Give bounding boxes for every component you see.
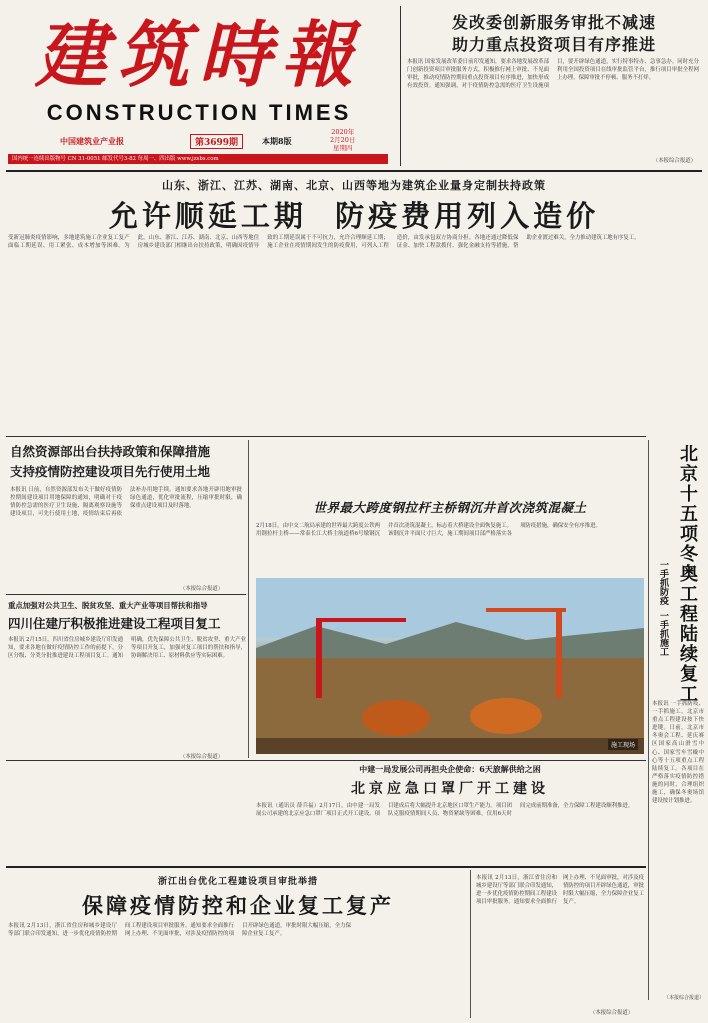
rule-vertical-left <box>248 440 249 758</box>
masthead-logo: 建筑時報 <box>34 12 363 97</box>
top-right-headline-1: 发改委创新服务审批不减速 <box>451 13 656 32</box>
feature-photo-caption: 施工现场 <box>608 739 638 750</box>
side-footer: （本报综合报道） <box>663 995 704 1001</box>
issue-date <box>330 128 355 152</box>
feature-body: 2月18日，由中交二航局承建的世界最大跨度公铁两用钢拉杆主桥——常泰长江大桥主航道桥6号墩钢沉井首次浇筑混凝土，标志着大桥建设全面恢复施工。该钢沉井平面尺寸巨大，施工期间项目部严格落实各项防疫措施，确保安全有序推进。 <box>256 523 601 538</box>
top-right-footer: （本报综合报道） <box>652 158 696 164</box>
crane-arm-left <box>316 618 406 622</box>
publisher-line: 中国建筑业产业报 <box>60 136 124 146</box>
beijing-kicker: 中建一局发展公司再担央企使命：6天旅解供给之困 <box>359 764 541 774</box>
zhejiang-body: 本报讯 2月13日，浙江省住房和城乡建设厅等部门联合印发通知，进一步优化疫情防控期间工程建设项目审批服务。通知要求全面推行网上办理、不见面审批，对涉及疫情防控的项目开辟绿色通道，审批时限大幅压缩，全力保障企业复工复产。 <box>8 923 351 938</box>
masthead-subtitle-en: CONSTRUCTION TIMES <box>46 100 352 125</box>
main-headline: 允许顺延工期 防疫费用列入造价 <box>108 199 600 233</box>
rule-vertical-bottom <box>470 870 471 1018</box>
foreground <box>256 738 644 754</box>
beijing-headline: 北京应急口罩厂开工建设 <box>351 781 549 797</box>
side-vertical-sub: 一手抓防疫 一手抓施工 <box>658 560 668 657</box>
date-weekday: 星期四 <box>332 144 353 152</box>
feature-photo-art <box>256 578 644 754</box>
crane-arm-right <box>486 608 566 612</box>
zhejiang-kicker: 浙江出台优化工程建设项目审批举措 <box>157 877 318 887</box>
rule-masthead <box>6 170 702 172</box>
masthead <box>0 0 396 168</box>
rule-vertical-right <box>648 440 649 1000</box>
sichuan-footer: （本报综合报道） <box>180 754 224 760</box>
crane-left <box>316 618 322 698</box>
sichuan-kicker: 重点加强对公共卫生、脱贫攻坚、重大产业等项目帮扶和指导 <box>8 601 208 610</box>
top-right-body: 本报讯 国家发展改革委日前印发通知，要求各地发展改革部门创新投资项目审批服务方式，积极推行网上审批、不见面审批，推动疫情防控期间重点投资项目有序推进，加快形成有效投资。通知强调，对于疫情防控急需的医疗卫生设施项目，要开辟绿色通道，实行特事特办、急事急办。同时充分利用全国投资项目在线审批监管平台，推行项目审批全程网上办理，保障审批不停顿、服务不打烊。 <box>407 59 699 90</box>
rule-lower <box>6 866 646 868</box>
main-story-body: 受新冠肺炎疫情影响，多地建筑施工企业复工复产面临工期延误、用工紧张、成本增加等困难。为此，山东、浙江、江苏、湖南、北京、山西等地住房城乡建设部门相继出台扶持政策，明确因疫情导致的工期延误属于不可抗力，允许合理顺延工期；施工企业在疫情期间发生的防疫费用，可列入工程造价，由发承包双方协商分担。各地还通过降低保证金、加快工程款拨付、强化金融支持等措施，帮助企业渡过难关，全力推动建筑工地有序复工。 <box>8 235 640 250</box>
hopper-left <box>362 700 430 736</box>
beijing-body: 本报讯（通讯员 薛兵福）2月17日，由中建一局发展公司承建的北京应急口罩厂项目正式开工建设。项目建成后将大幅提升北京地区口罩生产能力。项目团队克服疫情期间人员、物资紧缺等困难，仅用6天时间完成前期准备，全力保障工程建设顺利推进。 <box>256 803 634 818</box>
zhejiang-headline: 保障疫情防控和企业复工复产 <box>82 893 394 918</box>
sichuan-headline: 四川住建厅积极推进建设工程项目复工 <box>8 616 221 631</box>
side-vertical-headline: 北京十五项冬奥工程陆续复工 <box>677 444 698 704</box>
land-body: 本报讯 日前，自然资源部发布关于做好疫情防控期间建设项目用地保障的通知，明确对于疫情防控急需的医疗卫生设施、隔离观察设施等建设项目，可先行使用土地，疫情结束后再依法补办用地手续。通知要求各地开辟用地审批绿色通道，优化审批流程，压缩审批时限，确保重点建设项目及时落地。 <box>10 487 242 518</box>
crane-right <box>556 608 562 698</box>
date-day: 2月20日 <box>330 136 356 144</box>
feature-photo <box>256 578 644 754</box>
feature-headline: 世界最大跨度钢拉杆主桥钢沉井首次浇筑混凝土 <box>313 500 587 515</box>
rule-land-bottom <box>6 594 246 595</box>
rule-main-bottom <box>6 436 646 437</box>
pages-count: 本期8版 <box>262 136 292 146</box>
land-headline-1: 自然资源部出台扶持政策和保障措施 <box>10 444 211 459</box>
hopper-right <box>470 698 542 734</box>
masthead-info-bar: 国内统一连续出版物号 CN 31-0051 邮发代号3-82 每周一、四出版 www.jzsbs.com <box>8 154 388 164</box>
side-body: 本报讯 一手抓防疫、一手抓施工，北京市重点工程建设按下快进键。日前，北京市冬奥会工程、延庆赛区国家高山滑雪中心、国家雪车雪橇中心等十五项重点工程陆续复工。各项目在严格落实疫情防控措施的同时，合理组织施工，确保冬奥场馆建设按计划推进。 <box>652 701 704 805</box>
issue-number: 第3699期 <box>190 134 243 149</box>
main-kicker: 山东、浙江、江苏、湖南、北京、山西等地为建筑企业量身定制扶持政策 <box>162 179 546 192</box>
zhejiang-footer: （本报综合报道） <box>590 1010 634 1016</box>
main-story-side-text <box>652 234 702 434</box>
bottom-right-body: 本报讯 2月13日，浙江省住房和城乡建设厅等部门联合印发通知，进一步优化疫情防控期间工程建设项目审批服务。通知要求全面推行网上办理、不见面审批，对涉及疫情防控的项目开辟绿色通道，审批时限大幅压缩，全力保障企业复工复产。 <box>476 875 644 906</box>
top-right-article <box>400 6 702 166</box>
land-footer: （本报综合报道） <box>180 586 224 592</box>
date-year: 2020年 <box>331 128 355 136</box>
left-lower-text <box>8 764 246 862</box>
land-headline-2: 支持疫情防控建设项目先行使用土地 <box>10 464 211 479</box>
sichuan-body: 本报讯 2月15日，四川省住房城乡建设厅印发通知，要求各地在做好疫情防控工作的前提下，分区分级、分类分批推进建设工程项目复工。通知明确，优先保障公共卫生、脱贫攻坚、重大产业等项目开复工，加强对复工项目的帮扶和指导，协调解决用工、原材料供应等实际困难。 <box>8 637 246 660</box>
top-right-headline-2: 助力重点投资项目有序推进 <box>451 35 656 54</box>
rule-middle-bottom <box>6 760 646 761</box>
